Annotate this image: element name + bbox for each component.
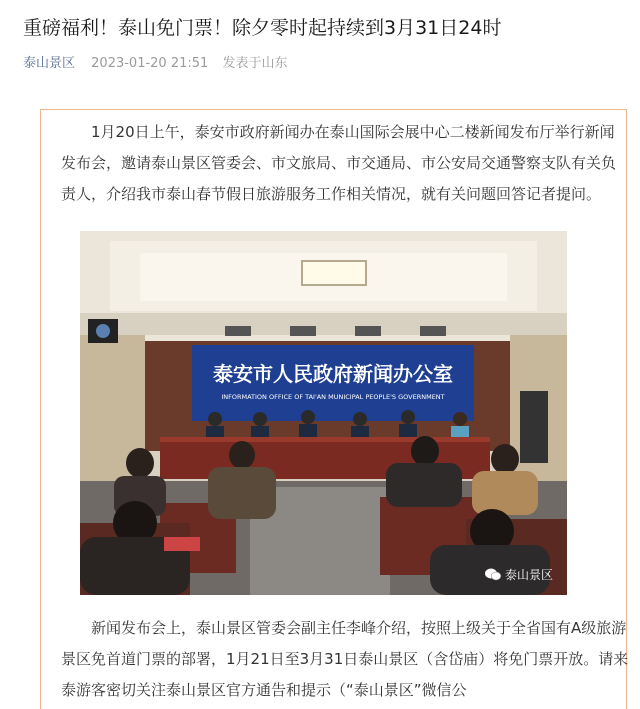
photo-watermark <box>485 566 553 583</box>
press-conference-photo[interactable] <box>80 231 567 595</box>
publish-location: 发表于山东 <box>222 56 288 71</box>
article-title: 重磅福利！泰山免门票！除夕零时起持续到3月31日24时 <box>23 17 502 39</box>
article-content-card <box>40 109 627 709</box>
article-paragraph-2: 新闻发布会上，泰山景区管委会副主任李峰介绍，按照上级关于全省国有A级旅游景区免首道门票的部署，1月21日至3月31日泰山景区（含岱庙）将免门票开放。请来泰游客密切关注泰山景区官方通告和提示（“泰山景区”微信公 <box>61 619 629 699</box>
article-meta <box>23 55 287 73</box>
publish-time: 2023-01-20 21:51 <box>91 56 209 71</box>
banner-en-text: INFORMATION OFFICE OF TAI'AN MUNICIPAL PEOPLE'S GOVERNMENT <box>221 393 445 401</box>
watermark-text: 泰山景区 <box>504 568 553 582</box>
wechat-icon <box>485 568 501 581</box>
article-paragraph-1: 1月20日上午，泰安市政府新闻办在泰山国际会展中心二楼新闻发布厅举行新闻发布会，邀请泰山景区管委会、市文旅局、市交通局、市公安局交通警察支队有关负责人，介绍我市泰山春节假日旅游服务工作相关情况，就有关问题回答记者提问。 <box>61 123 617 203</box>
author-link[interactable]: 泰山景区 <box>23 56 76 71</box>
photo-illustration <box>80 231 567 595</box>
banner-cn-text: 泰安市人民政府新闻办公室 <box>213 362 453 386</box>
